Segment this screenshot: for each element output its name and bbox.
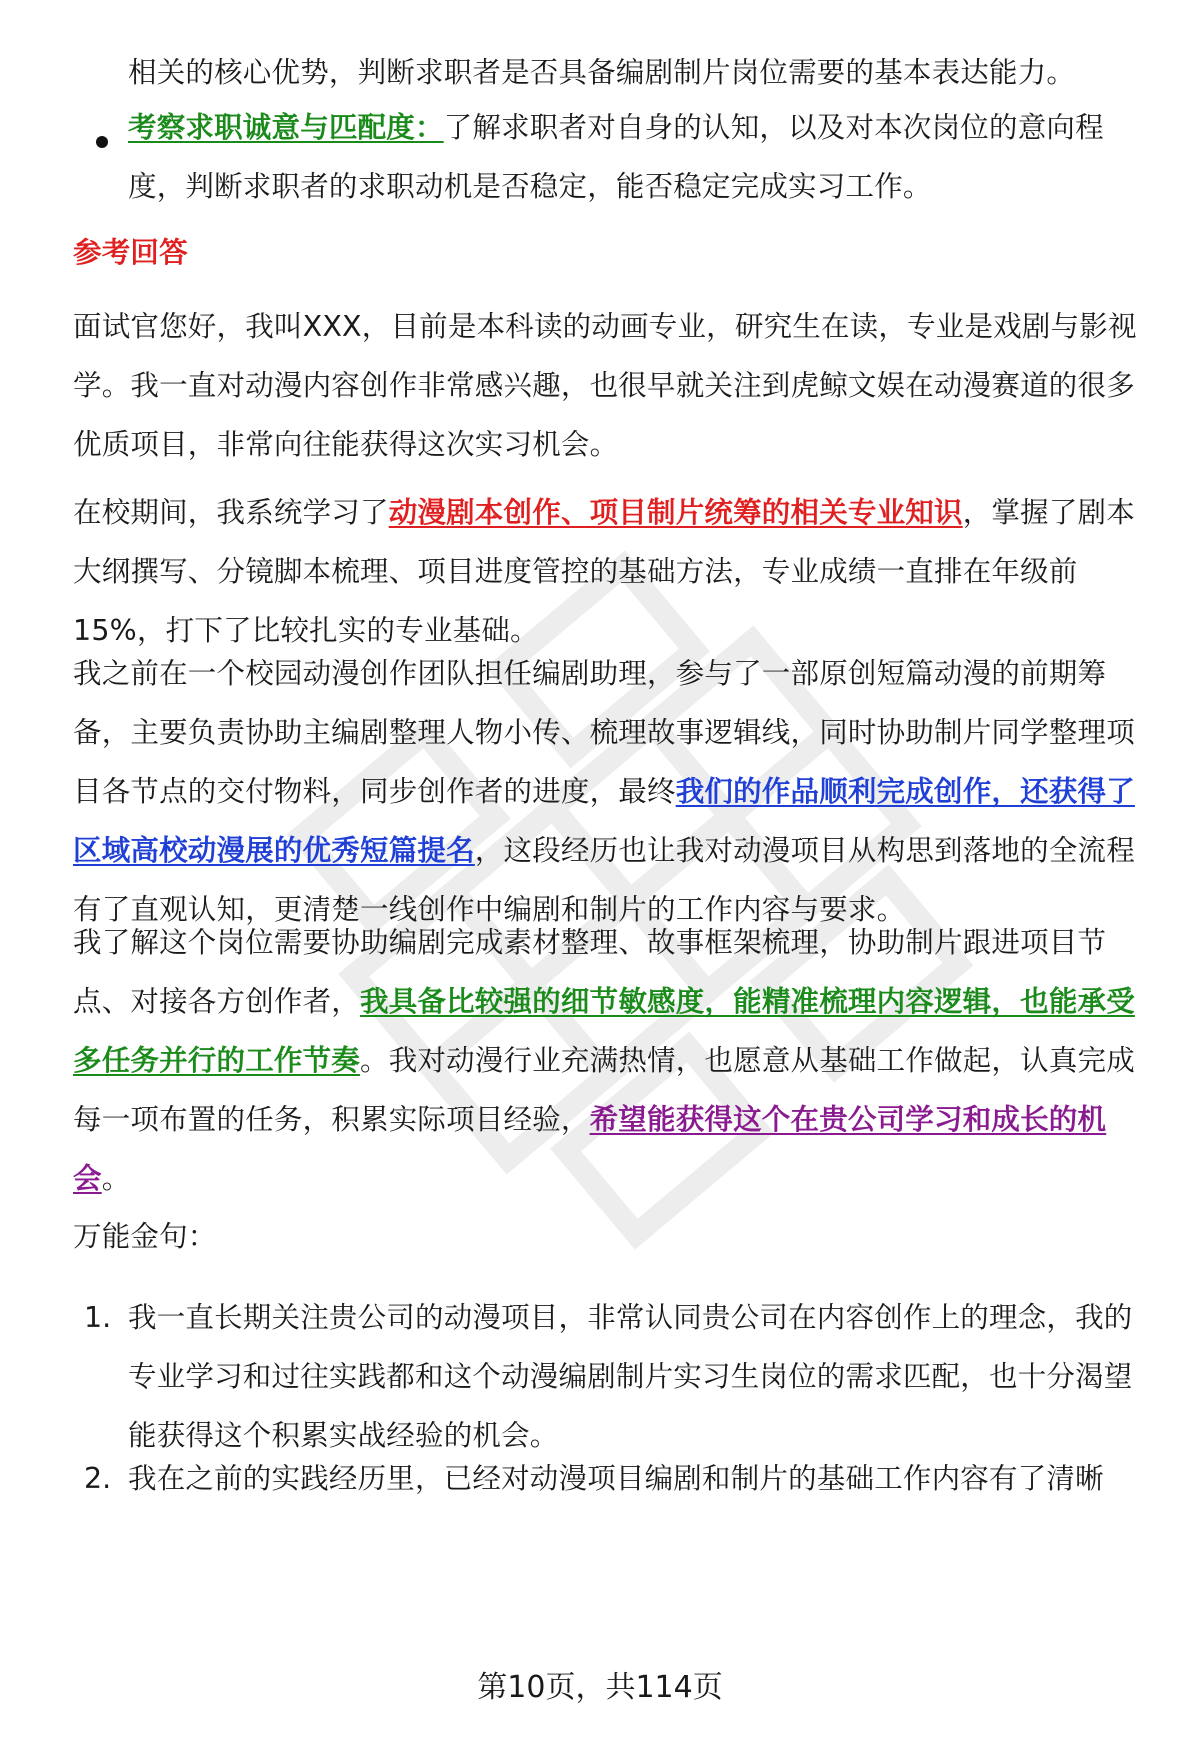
- para4-middle: 。我对动漫行业充满热情，也愿意从基础工作做起，认真完成每一项布置的任务，积累实际项目经验，: [73, 1044, 1135, 1136]
- bullet-icon: [96, 136, 108, 148]
- para3-after: ，这段经历也让我对动漫项目从构思到落地的全流程有了直观认知，更清楚一线创作中编剧和制片的工作内容与要求。: [73, 834, 1135, 926]
- golden-item-1: 我一直长期关注贵公司的动漫项目，非常认同贵公司在内容创作上的理念，我的专业学习和过往实践都和这个动漫编剧制片实习生岗位的需求匹配，也十分渴望能获得这个积累实战经验的机会。: [128, 1301, 1133, 1452]
- page-footer: 第10页，共114页: [477, 1670, 723, 1705]
- golden-item-2: 我在之前的实践经历里，已经对动漫项目编剧和制片的基础工作内容有了清晰: [128, 1462, 1104, 1495]
- para4-highlight-2: 希望能获得这个在贵公司学习和成长的机会: [73, 1103, 1107, 1195]
- para2-highlight: 动漫剧本创作、项目制片统筹的相关专业知识: [388, 496, 963, 529]
- bullet-text: 了解求职者对自身的认知，以及对本次岗位的意向程度，判断求职者的求职动机是否稳定，能否稳定完成实习工作。: [128, 111, 1104, 203]
- golden-item-1-number: 1.: [84, 1301, 112, 1334]
- para3-before: 我之前在一个校园动漫创作团队担任编剧助理，参与了一部原创短篇动漫的前期筹备，主要负责协助主编剧整理人物小传、梳理故事逻辑线，同时协助制片同学整理项目各节点的交付物料，同步创作者的进度，最终: [73, 657, 1135, 808]
- para2-before: 在校期间，我系统学习了: [73, 496, 389, 529]
- bullet-label: 考察求职诚意与匹配度：: [128, 111, 444, 144]
- bullet-item: [128, 98, 1147, 216]
- intro-tail-text: 相关的核心优势，判断求职者是否具备编剧制片岗位需要的基本表达能力。: [128, 56, 1076, 89]
- para3-highlight: 我们的作品顺利完成创作，还获得了区域高校动漫展的优秀短篇提名: [73, 775, 1135, 867]
- answer-paragraph-2: [73, 483, 1147, 660]
- golden-item-2-number: 2.: [84, 1462, 112, 1495]
- answer-paragraph-1: 面试官您好，我叫XXX，目前是本科读的动画专业，研究生在读，专业是戏剧与影视学。我一直对动漫内容创作非常感兴趣，也很早就关注到虎鲸文娱在动漫赛道的很多优质项目，非常向往能获得这次实习机会。: [73, 310, 1137, 461]
- para4-after: 。: [101, 1162, 131, 1195]
- answer-paragraph-4: [73, 913, 1147, 1208]
- section-title: 参考回答: [73, 236, 188, 269]
- golden-title: 万能金句：: [73, 1220, 217, 1253]
- para2-after: ，掌握了剧本大纲撰写、分镜脚本梳理、项目进度管控的基础方法，专业成绩一直排在年级前15%，打下了比较扎实的专业基础。: [73, 496, 1135, 647]
- para4-highlight-1: 我具备比较强的细节敏感度，能精准梳理内容逻辑，也能承受多任务并行的工作节奏: [73, 985, 1135, 1077]
- answer-paragraph-3: [73, 644, 1147, 939]
- para4-before: 我了解这个岗位需要协助编剧完成素材整理、故事框架梳理，协助制片跟进项目节点、对接各方创作者，: [73, 926, 1107, 1018]
